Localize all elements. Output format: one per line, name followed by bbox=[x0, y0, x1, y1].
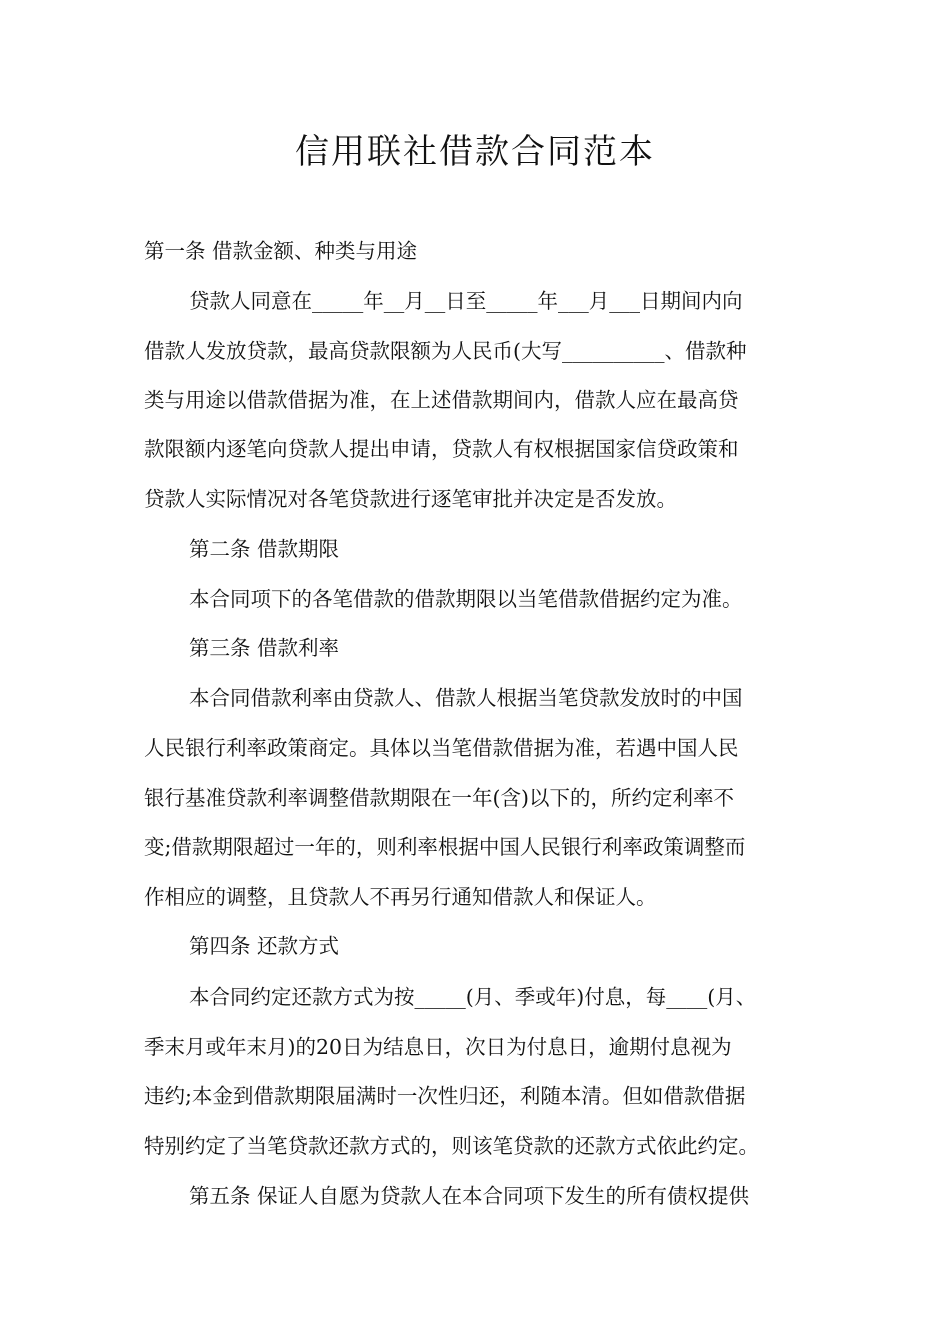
paragraph-line: 变;借款期限超过一年的，则利率根据中国人民银行利率政策调整而 bbox=[144, 835, 746, 859]
paragraph-line: 贷款人实际情况对各笔贷款进行逐笔审批并决定是否发放。 bbox=[144, 487, 677, 511]
paragraph-line: 违约;本金到借款期限届满时一次性归还，利随本清。但如借款借据 bbox=[144, 1084, 746, 1108]
paragraph-line: 特别约定了当笔贷款还款方式的，则该笔贷款的还款方式依此约定。 bbox=[144, 1134, 759, 1158]
paragraph-line: 款限额内逐笔向贷款人提出申请，贷款人有权根据国家信贷政策和 bbox=[144, 437, 739, 461]
paragraph-line: 季末月或年末月)的20日为结息日，次日为付息日，逾期付息视为 bbox=[144, 1035, 732, 1059]
paragraph-line: 贷款人同意在_____年__月__日至_____年___月___日期间内向 bbox=[189, 289, 743, 313]
article-2-heading: 第二条 借款期限 bbox=[189, 537, 340, 561]
document-title: 信用联社借款合同范本 bbox=[295, 132, 655, 172]
paragraph-line: 本合同约定还款方式为按_____(月、季或年)付息，每____(月、 bbox=[189, 985, 757, 1009]
paragraph-line: 类与用途以借款借据为准，在上述借款期间内，借款人应在最高贷 bbox=[144, 388, 739, 412]
paragraph-line: 人民银行利率政策商定。具体以当笔借款借据为准，若遇中国人民 bbox=[144, 736, 739, 760]
article-5-heading: 第五条 保证人自愿为贷款人在本合同项下发生的所有债权提供 bbox=[189, 1184, 750, 1208]
paragraph-line: 借款人发放贷款，最高贷款限额为人民币(大写__________、借款种 bbox=[144, 339, 747, 363]
paragraph-line: 本合同项下的各笔借款的借款期限以当笔借款借据约定为准。 bbox=[189, 587, 743, 611]
paragraph-line: 本合同借款利率由贷款人、借款人根据当笔贷款发放时的中国 bbox=[189, 686, 743, 710]
paragraph-line: 银行基准贷款利率调整借款期限在一年(含)以下的，所约定利率不 bbox=[144, 786, 734, 810]
article-3-heading: 第三条 借款利率 bbox=[189, 636, 340, 660]
article-4-heading: 第四条 还款方式 bbox=[189, 934, 340, 958]
paragraph-line: 作相应的调整，且贷款人不再另行通知借款人和保证人。 bbox=[144, 885, 657, 909]
article-1-heading: 第一条 借款金额、种类与用途 bbox=[144, 239, 418, 263]
